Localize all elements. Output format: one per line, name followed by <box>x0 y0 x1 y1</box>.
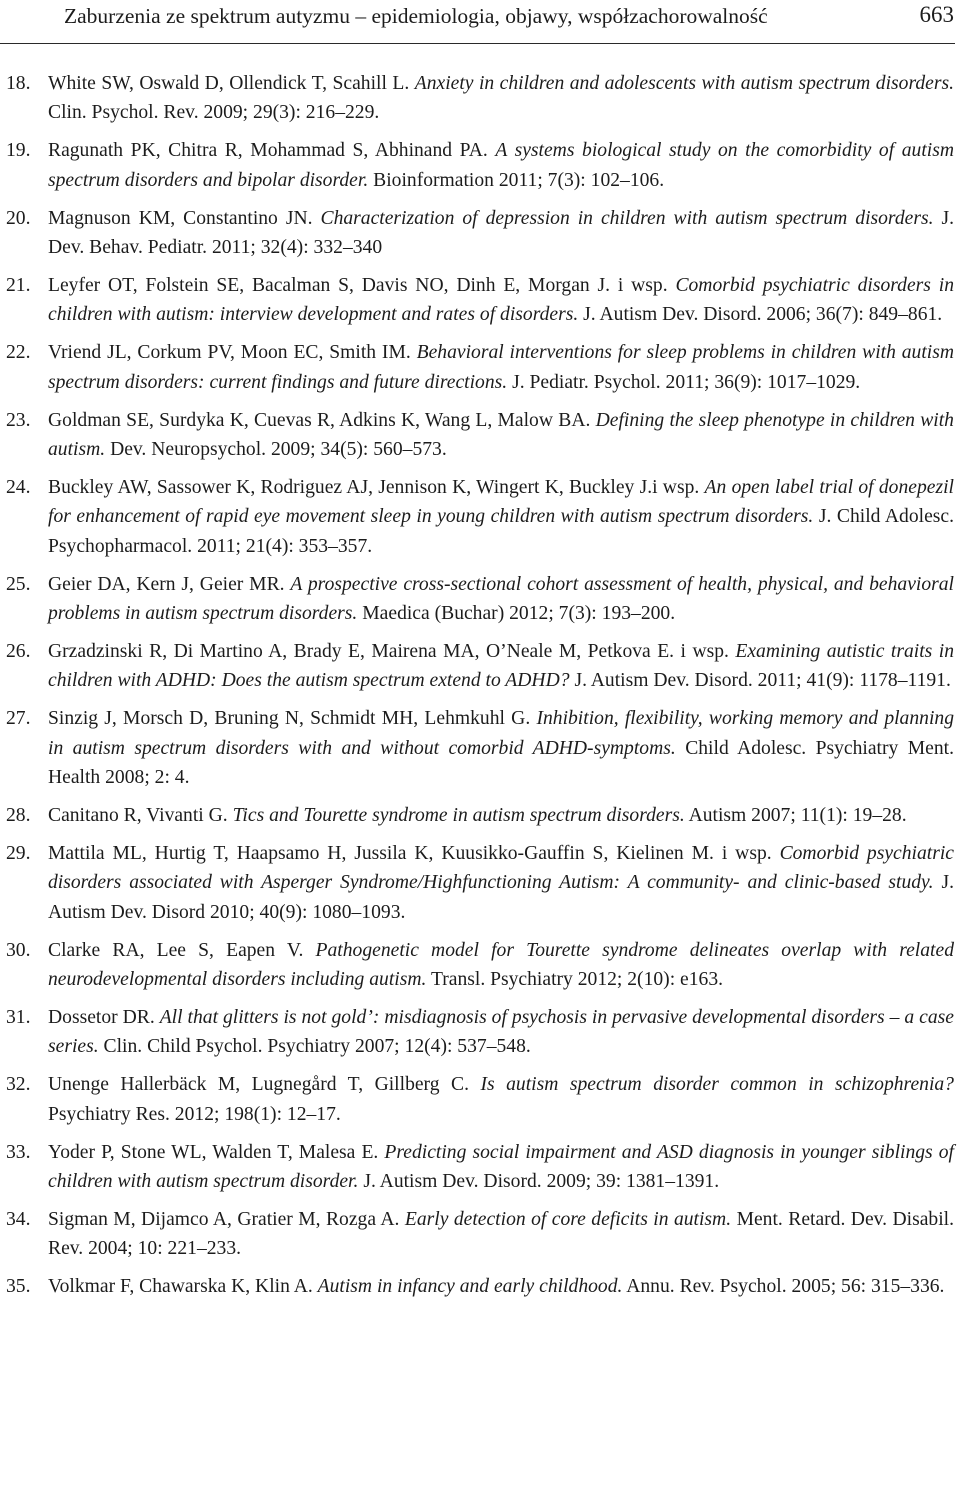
reference-title: Tics and Tourette syndrome in autism spectrum disorders. <box>232 804 685 826</box>
reference-number: 28. <box>6 804 31 826</box>
reference-authors: Clarke RA, Lee S, Eapen V. <box>48 939 304 961</box>
reference-source: J. Dev. Behav. Pediatr. 2011; 32(4): 332–340 <box>48 207 954 259</box>
reference-number: 23. <box>6 409 31 431</box>
reference-title: Early detection of core deficits in autism. <box>404 1208 732 1230</box>
reference-authors: Magnuson KM, Constantino JN. <box>48 207 313 229</box>
reference-authors: Geier DA, Kern J, Geier MR. <box>48 573 285 595</box>
reference-26 <box>0 637 960 696</box>
reference-title: Characterization of depression in children with autism spectrum disorders. <box>320 207 934 229</box>
reference-number: 24. <box>6 476 31 498</box>
reference-source: Clin. Child Psychol. Psychiatry 2007; 12(4): 537–548. <box>103 1036 531 1058</box>
reference-22 <box>0 338 960 397</box>
reference-source: Annu. Rev. Psychol. 2005; 56: 315–336. <box>626 1276 945 1298</box>
reference-number: 30. <box>6 939 31 961</box>
reference-33 <box>0 1138 960 1197</box>
reference-19 <box>0 136 960 195</box>
reference-source: Clin. Psychol. Rev. 2009; 29(3): 216–229. <box>48 102 380 124</box>
reference-source: J. Autism Dev. Disord. 2011; 41(9): 1178–1191. <box>574 670 951 692</box>
reference-number: 22. <box>6 342 31 364</box>
reference-authors: Ragunath PK, Chitra R, Mohammad S, Abhinand PA. <box>48 140 488 162</box>
reference-29 <box>0 839 960 927</box>
running-header <box>0 0 960 44</box>
reference-20 <box>0 204 960 263</box>
reference-authors: Volkmar F, Chawarska K, Klin A. <box>48 1276 313 1298</box>
reference-title: A prospective cross-sectional cohort assessment of health, physical, and behavioral problems in autism spectrum disorders. <box>48 573 955 624</box>
reference-number: 31. <box>6 1006 31 1028</box>
reference-authors: Sigman M, Dijamco A, Gratier M, Rozga A. <box>48 1208 400 1230</box>
reference-list <box>0 69 960 1310</box>
reference-number: 34. <box>6 1208 31 1230</box>
running-title: Zaburzenia ze spektrum autyzmu – epidemiologia, objawy, współzachorowalność <box>64 4 768 28</box>
reference-number: 18. <box>6 73 31 94</box>
reference-authors: Buckley AW, Sassower K, Rodriguez AJ, Jennison K, Wingert K, Buckley J.i wsp. <box>48 476 700 498</box>
reference-authors: Grzadzinski R, Di Martino A, Brady E, Mairena MA, O’Neale M, Petkova E. i wsp. <box>48 640 729 662</box>
reference-28 <box>0 801 960 830</box>
reference-authors: Dossetor DR. <box>48 1006 155 1028</box>
reference-source: J. Autism Dev. Disord. 2009; 39: 1381–1391. <box>363 1170 720 1192</box>
reference-30 <box>0 936 960 995</box>
reference-number: 32. <box>6 1074 31 1096</box>
reference-number: 27. <box>6 708 31 730</box>
reference-27 <box>0 704 960 792</box>
reference-title: Defining the sleep phenotype in children with autism. <box>48 409 954 460</box>
reference-source: Autism 2007; 11(1): 19–28. <box>688 804 907 826</box>
reference-title: Behavioral interventions for sleep problems in children with autism spectrum disorders: current findings and future directions. <box>48 342 954 393</box>
reference-31 <box>0 1003 960 1062</box>
reference-title: All that glitters is not gold’: misdiagnosis of psychosis in pervasive developmental disorders – a case series. <box>48 1006 954 1058</box>
reference-source: J. Autism Dev. Disord 2010; 40(9): 1080–1093. <box>48 872 954 923</box>
reference-number: 29. <box>6 842 31 864</box>
reference-number: 21. <box>6 274 31 296</box>
reference-source: Ment. Retard. Dev. Disabil. Rev. 2004; 10: 221–233. <box>48 1208 954 1260</box>
reference-number: 19. <box>6 140 31 162</box>
reference-authors: Canitano R, Vivanti G. <box>48 804 228 826</box>
reference-32 <box>0 1070 960 1129</box>
reference-number: 33. <box>6 1141 31 1163</box>
reference-source: J. Child Adolesc. Psychopharmacol. 2011; 21(4): 353–357. <box>48 506 954 557</box>
reference-authors: Leyfer OT, Folstein SE, Bacalman S, Davis NO, Dinh E, Morgan J. i wsp. <box>48 274 668 296</box>
reference-number: 26. <box>6 640 31 662</box>
reference-authors: Sinzig J, Morsch D, Bruning N, Schmidt MH, Lehmkuhl G. <box>48 708 531 730</box>
reference-source: Transl. Psychiatry 2012; 2(10): e163. <box>430 968 724 990</box>
reference-25 <box>0 570 960 629</box>
reference-number: 35. <box>6 1276 31 1298</box>
reference-34 <box>0 1205 960 1264</box>
reference-number: 25. <box>6 573 31 595</box>
reference-title: Predicting social impairment and ASD diagnosis in younger siblings of children with autism spectrum disorder. <box>48 1141 954 1192</box>
header-rule <box>0 43 955 44</box>
reference-source: J. Pediatr. Psychol. 2011; 36(9): 1017–1029. <box>512 371 861 393</box>
reference-source: Dev. Neuropsychol. 2009; 34(5): 560–573. <box>110 438 447 460</box>
reference-23 <box>0 406 960 465</box>
reference-18 <box>0 69 960 128</box>
reference-title: An open label trial of donepezil for enhancement of rapid eye movement sleep in young children with autism spectrum disorders. <box>48 476 954 528</box>
reference-authors: Mattila ML, Hurtig T, Haapsamo H, Jussila K, Kuusikko-Gauffin S, Kielinen M. i wsp. <box>48 842 772 864</box>
reference-title: Is autism spectrum disorder common in schizophrenia? <box>480 1074 954 1096</box>
reference-title: Comorbid psychiatric disorders associated with Asperger Syndrome/Highfunctioning Autism: A community- and clinic-based study. <box>48 842 954 894</box>
reference-authors: Unenge Hallerbäck M, Lugnegård T, Gillberg C. <box>48 1074 469 1096</box>
reference-35 <box>0 1272 960 1301</box>
reference-24 <box>0 473 960 561</box>
reference-title: Autism in infancy and early childhood. <box>317 1276 623 1298</box>
reference-authors: White SW, Oswald D, Ollendick T, Scahill L. <box>48 73 410 94</box>
reference-title: Examining autistic traits in children with ADHD: Does the autism spectrum extend to ADHD? <box>48 640 954 692</box>
reference-title: Pathogenetic model for Tourette syndrome delineates overlap with related neurodevelopmental disorders including autism. <box>48 939 954 990</box>
reference-authors: Vriend JL, Corkum PV, Moon EC, Smith IM. <box>48 342 411 364</box>
reference-authors: Yoder P, Stone WL, Walden T, Malesa E. <box>48 1141 379 1163</box>
reference-title: Anxiety in children and adolescents with autism spectrum disorders. <box>414 73 954 94</box>
reference-source: Child Adolesc. Psychiatry Ment. Health 2008; 2: 4. <box>48 737 954 789</box>
reference-source: Maedica (Buchar) 2012; 7(3): 193–200. <box>362 603 676 624</box>
reference-21 <box>0 271 960 330</box>
reference-title: Inhibition, flexibility, working memory and planning in autism spectrum disorders with and without comorbid ADHD-symptoms. <box>48 708 954 759</box>
reference-title: A systems biological study on the comorbidity of autism spectrum disorders and bipolar disorder. <box>48 140 954 191</box>
reference-number: 20. <box>6 207 31 229</box>
reference-source: Psychiatry Res. 2012; 198(1): 12–17. <box>48 1103 341 1125</box>
page-number: 663 <box>919 2 954 27</box>
reference-source: Bioinformation 2011; 7(3): 102–106. <box>373 169 665 191</box>
reference-title: Comorbid psychiatric disorders in children with autism: interview development and rates of disorders. <box>48 274 954 326</box>
reference-authors: Goldman SE, Surdyka K, Cuevas R, Adkins K, Wang L, Malow BA. <box>48 409 591 431</box>
reference-source: J. Autism Dev. Disord. 2006; 36(7): 849–861. <box>583 304 943 326</box>
